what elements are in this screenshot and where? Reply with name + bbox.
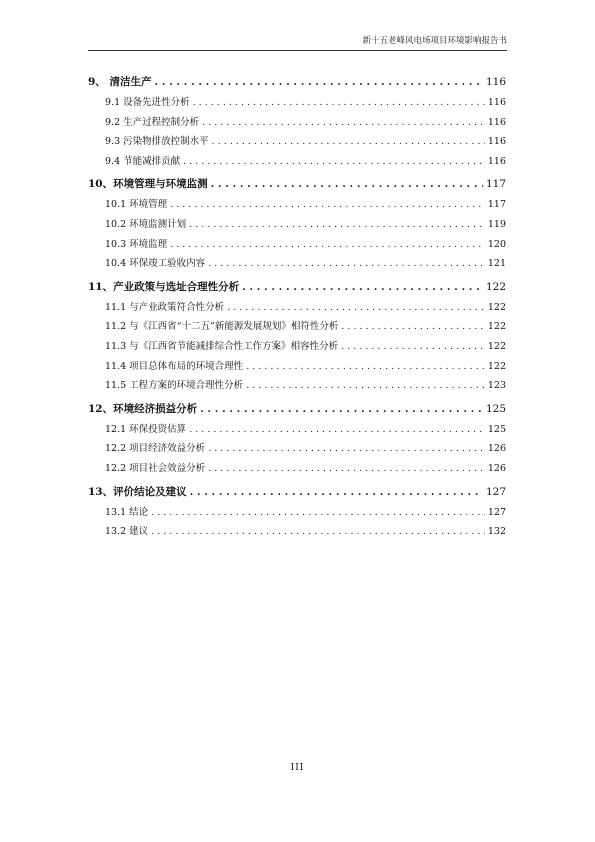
toc-dot-leader bbox=[183, 156, 485, 167]
toc-section-page: 116 bbox=[487, 136, 506, 148]
toc-chapter-entry[interactable] bbox=[88, 74, 506, 94]
toc-section-page: 116 bbox=[487, 116, 506, 128]
toc-section-page: 132 bbox=[487, 526, 506, 538]
toc-chapter-title: 9、 清洁生产 bbox=[88, 76, 152, 88]
toc-section-title: 12.1 环保投资估算 bbox=[105, 423, 187, 435]
toc-chapter-title: 11、产业政策与选址合理性分析 bbox=[88, 280, 240, 293]
toc-section-entry[interactable] bbox=[88, 377, 506, 397]
running-header: 新十五老峰风电场项目环境影响报告书 bbox=[362, 36, 507, 46]
toc-section-entry[interactable] bbox=[88, 114, 506, 134]
toc-section-page: 117 bbox=[487, 199, 506, 211]
toc-chapter-page: 117 bbox=[485, 178, 506, 191]
toc-section-entry[interactable] bbox=[88, 153, 506, 173]
toc-dot-leader bbox=[189, 424, 485, 435]
toc-section-title: 10.4 环保竣工验收内容 bbox=[105, 258, 206, 270]
toc-dot-leader bbox=[246, 380, 485, 391]
toc-section-entry[interactable] bbox=[88, 460, 506, 480]
toc-section-page: 122 bbox=[487, 301, 506, 313]
toc-section-title: 9.2 生产过程控制分析 bbox=[105, 116, 200, 128]
toc-section-title: 10.1 环境管理 bbox=[105, 199, 168, 211]
toc-section-entry[interactable] bbox=[88, 94, 506, 114]
toc-section-title: 13.2 建议 bbox=[105, 526, 149, 538]
toc-section-page: 120 bbox=[487, 238, 506, 250]
toc-chapter-group bbox=[88, 176, 506, 274]
toc-section-page: 119 bbox=[487, 218, 506, 230]
toc-section-page: 127 bbox=[487, 506, 506, 518]
toc-section-entry[interactable] bbox=[88, 216, 506, 236]
toc-dot-leader bbox=[190, 486, 483, 498]
toc-chapter-page: 122 bbox=[485, 280, 506, 293]
toc-chapter-page: 127 bbox=[485, 485, 506, 498]
toc-section-entry[interactable] bbox=[88, 236, 506, 256]
toc-section-title: 13.1 结论 bbox=[105, 506, 149, 518]
toc-chapter-entry[interactable] bbox=[88, 401, 506, 421]
toc-section-entry[interactable] bbox=[88, 299, 506, 319]
toc-section-entry[interactable] bbox=[88, 338, 506, 358]
toc-dot-leader bbox=[208, 463, 485, 474]
toc-chapter-entry[interactable] bbox=[88, 279, 506, 299]
toc-section-page: 125 bbox=[487, 423, 506, 435]
toc-dot-leader bbox=[208, 258, 485, 269]
toc-section-entry[interactable] bbox=[88, 504, 506, 524]
toc-section-entry[interactable] bbox=[88, 358, 506, 378]
toc-section-page: 122 bbox=[487, 321, 506, 333]
toc-dot-leader bbox=[341, 341, 485, 352]
toc-chapter-title: 13、评价结论及建议 bbox=[88, 485, 187, 498]
toc-dot-leader bbox=[151, 507, 485, 518]
toc-chapter-group bbox=[88, 484, 506, 543]
toc-section-entry[interactable] bbox=[88, 523, 506, 543]
toc-chapter-group bbox=[88, 279, 506, 397]
toc-section-entry[interactable] bbox=[88, 421, 506, 441]
toc-chapter-entry[interactable] bbox=[88, 176, 506, 196]
toc-chapter-page: 116 bbox=[485, 76, 506, 88]
toc-dot-leader bbox=[193, 97, 485, 108]
toc-section-title: 9.1 设备先进性分析 bbox=[105, 97, 190, 108]
toc-dot-leader bbox=[151, 526, 485, 537]
toc-section-page: 123 bbox=[487, 380, 506, 392]
toc-section-title: 12.2 项目社会效益分析 bbox=[105, 462, 206, 474]
toc-section-entry[interactable] bbox=[88, 318, 506, 338]
toc-section-page: 121 bbox=[487, 258, 506, 270]
toc-section-page: 116 bbox=[487, 97, 506, 108]
toc-dot-leader bbox=[189, 219, 485, 230]
toc-section-page: 126 bbox=[487, 443, 506, 455]
table-of-contents bbox=[88, 70, 506, 547]
toc-dot-leader bbox=[208, 443, 485, 454]
header-rule bbox=[88, 50, 507, 51]
toc-section-title: 11.5 工程方案的环境合理性分析 bbox=[105, 380, 244, 392]
toc-chapter-entry[interactable] bbox=[88, 484, 506, 504]
toc-section-title: 12.2 项目经济效益分析 bbox=[105, 443, 206, 455]
toc-section-entry[interactable] bbox=[88, 255, 506, 275]
toc-dot-leader bbox=[154, 76, 482, 88]
toc-section-title: 10.2 环境监测计划 bbox=[105, 218, 187, 230]
toc-chapter-group bbox=[88, 74, 506, 172]
toc-section-page: 126 bbox=[487, 462, 506, 474]
toc-section-title: 9.4 节能减排贡献 bbox=[105, 155, 181, 167]
toc-section-title: 10.3 环境监理 bbox=[105, 238, 168, 250]
toc-chapter-page: 125 bbox=[485, 402, 506, 415]
toc-section-page: 122 bbox=[487, 340, 506, 352]
toc-section-title: 11.3 与《江西省节能减排综合性工作方案》相容性分析 bbox=[105, 340, 339, 352]
toc-dot-leader bbox=[211, 178, 483, 190]
toc-dot-leader bbox=[212, 136, 485, 147]
toc-dot-leader bbox=[170, 199, 485, 210]
toc-dot-leader bbox=[170, 239, 485, 250]
toc-section-title: 11.1 与产业政策符合性分析 bbox=[105, 301, 225, 313]
page-number: III bbox=[290, 763, 305, 773]
toc-dot-leader bbox=[246, 361, 485, 372]
toc-section-page: 122 bbox=[487, 360, 506, 372]
toc-chapter-group bbox=[88, 401, 506, 480]
toc-chapter-title: 10、环境管理与环境监测 bbox=[88, 178, 208, 191]
toc-section-entry[interactable] bbox=[88, 133, 506, 153]
toc-section-page: 116 bbox=[487, 155, 506, 167]
toc-chapter-title: 12、环境经济损益分析 bbox=[88, 402, 198, 415]
toc-dot-leader bbox=[242, 281, 483, 293]
toc-section-entry[interactable] bbox=[88, 440, 506, 460]
toc-section-title: 11.4 项目总体布局的环境合理性 bbox=[105, 360, 244, 372]
toc-section-title: 11.2 与《江西省“十二五”新能源发展规划》相符性分析 bbox=[105, 321, 339, 333]
toc-section-entry[interactable] bbox=[88, 196, 506, 216]
toc-dot-leader bbox=[200, 403, 483, 415]
toc-dot-leader bbox=[227, 302, 485, 313]
toc-dot-leader bbox=[202, 117, 485, 128]
toc-dot-leader bbox=[341, 321, 484, 332]
toc-section-title: 9.3 污染物排放控制水平 bbox=[105, 136, 209, 148]
